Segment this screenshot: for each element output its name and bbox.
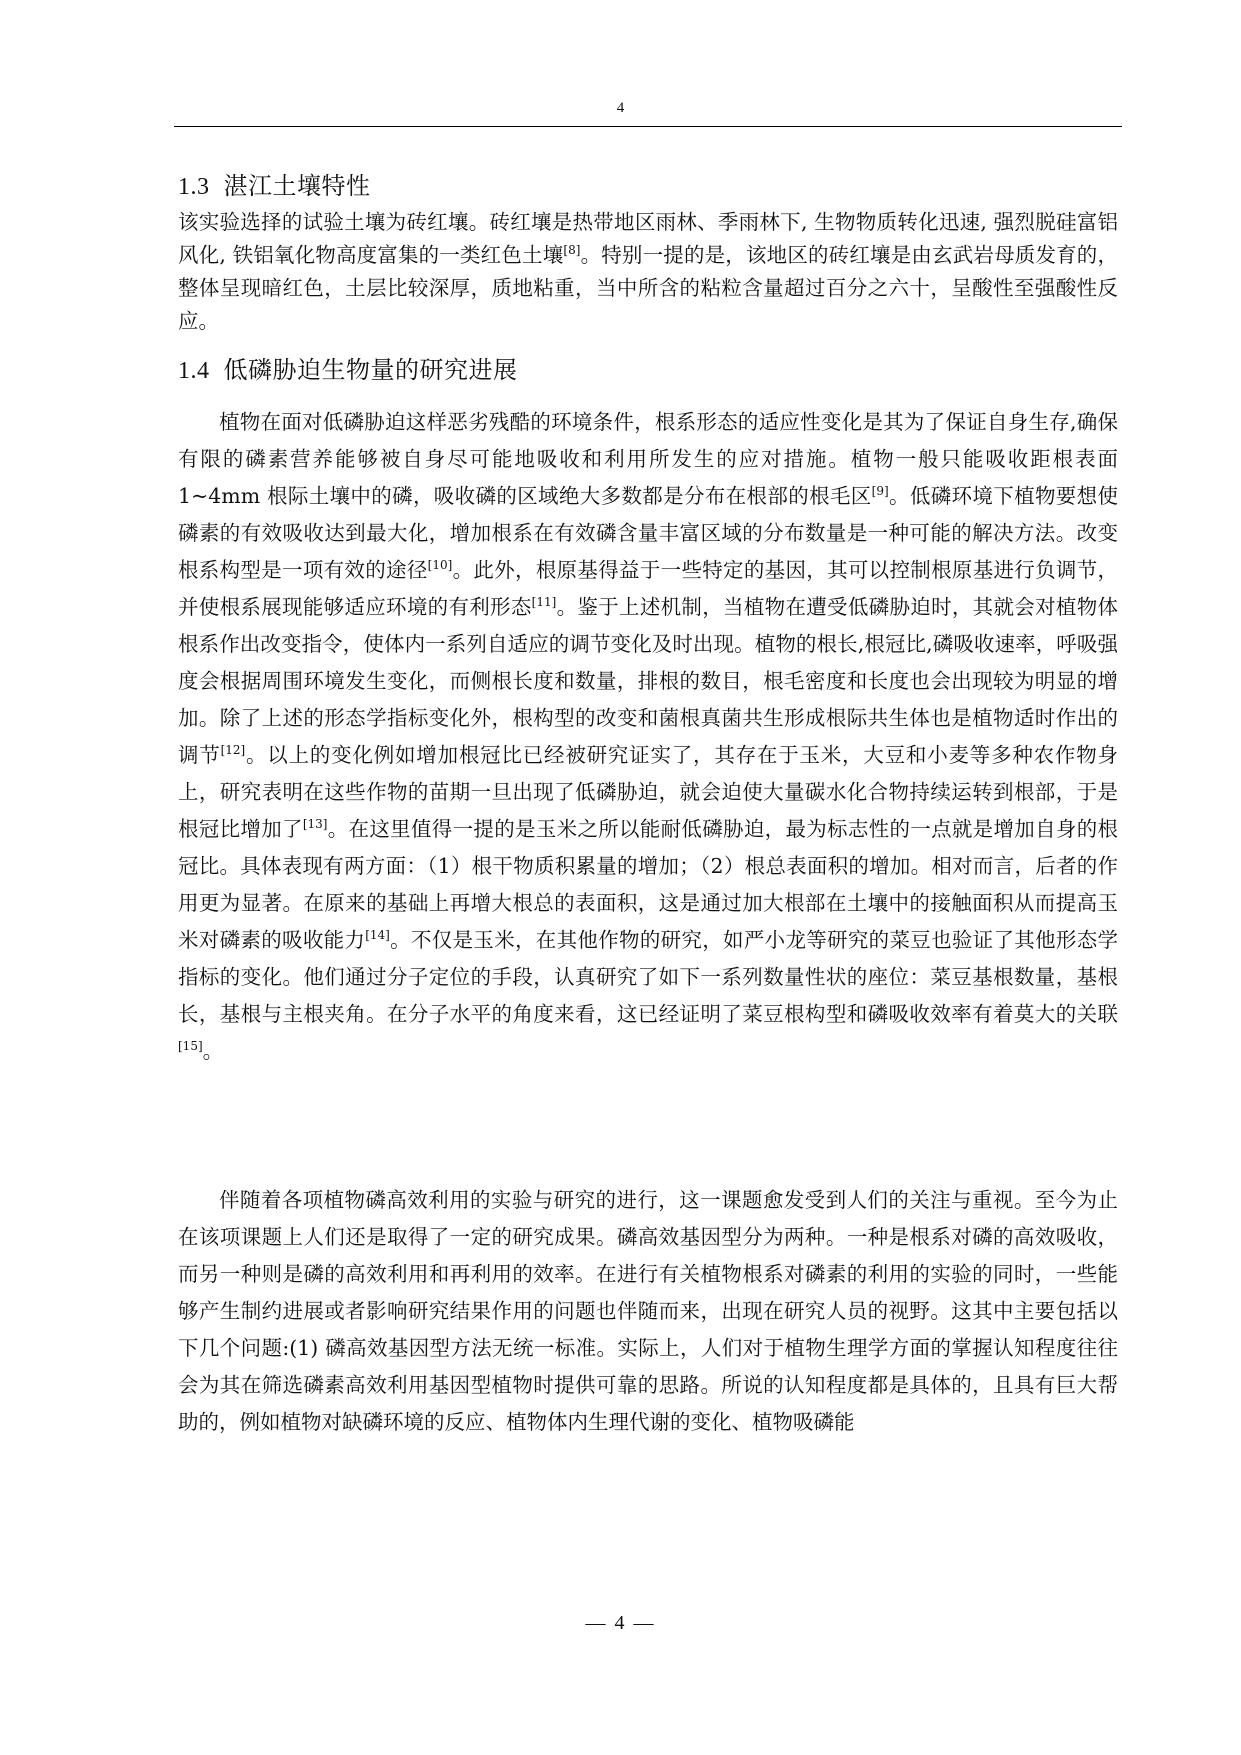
citation-ref: [10] [427, 558, 453, 573]
section-title-1-4 [178, 350, 518, 385]
paragraph-text: 植物在面对低磷胁迫这样恶劣残酷的环境条件，根系形态的适应性变化是其为了保证自身生存,确保有限的磷素营养能够被自身尽可能地吸收和利用所发生的应对措施。植物一般只能吸收距根表面 1~4mm 根际土壤中的磷，吸收磷的区域绝大多数都是分布在根部的根毛区 [178, 410, 1118, 508]
paragraph-root-morphology [178, 404, 1118, 1070]
section-heading: 低磷胁迫生物量的研究进展 [223, 356, 518, 384]
citation-ref: [8] [563, 243, 581, 258]
section-heading: 湛江土壤特性 [223, 172, 371, 200]
paragraph-text: 。特别一提的是，该地区的砖红壤是由玄武岩母质发育的，整体呈现暗红色，土层比较深厚，质地粘重，当中所含的粘粒含量超过百分之六十，呈酸性至强酸性反应。 [178, 243, 1118, 333]
paragraph-text: 。不仅是玉米，在其他作物的研究，如严小龙等研究的菜豆也验证了其他形态学指标的变化。他们通过分子定位的手段，认真研究了如下一系列数量性状的座位：菜豆基根数量，基根长，基根与主根夹角。在分子水平的角度来看，这已经证明了菜豆根构型和磷吸收效率有着莫大的关联 [178, 928, 1118, 1026]
header-page-number: 4 [616, 100, 625, 116]
paragraph-text: 。低磷环境下植物要想使磷素的有效吸收达到最大化，增加根系在有效磷含量丰富区域的分布数量是一种可能的解决方法。改变根系构型是一项有效的途径 [178, 484, 1119, 582]
section-title-1-3 [178, 166, 371, 201]
citation-ref: [15] [178, 1039, 203, 1054]
paragraph-text: 该实验选择的试验土壤为砖红壤。砖红壤是热带地区雨林、季雨林下, 生物物质转化迅速, 强烈脱硅富铝风化, 铁铝氧化物高度富集的一类红色土壤 [178, 210, 1118, 267]
paragraph-text: 。在这里值得一提的是玉米之所以能耐低磷胁迫，最为标志性的一点就是增加自身的根冠比。具体表现有两方面：（1）根干物质积累量的增加；（2）根总表面积的增加。相对而言，后者的作用更为显著。在原来的基础上再增大根总的表面积，这是通过加大根部在土壤中的接触面积从而提高玉米对磷素的吸收能力 [178, 817, 1119, 952]
paragraph-text: 。此外，根原基得益于一些特定的基因，其可以控制根原基进行负调节，并使根系展现能够适应环境的有利形态 [178, 558, 1119, 619]
citation-ref: [9] [871, 484, 889, 499]
footer-page-number: — 4 — [585, 1612, 656, 1634]
paragraph-text: 。 [202, 1039, 224, 1063]
citation-ref: [13] [302, 817, 328, 832]
paragraph-text: 。以上的变化例如增加根冠比已经被研究证实了，其存在于玉米，大豆和小麦等多种农作物身上，研究表明在这些作物的苗期一旦出现了低磷胁迫，就会迫使大量碳水化合物持续运转到根部，于是根冠比增加了 [178, 743, 1119, 841]
paragraph-high-efficiency-genotype [178, 1182, 1118, 1441]
citation-ref: [14] [365, 928, 390, 943]
paragraph-text: 伴随着各项植物磷高效利用的实验与研究的进行，这一课题愈发受到人们的关注与重视。至今为止在该项课题上人们还是取得了一定的研究成果。磷高效基因型分为两种。一种是根系对磷的高效吸收，而另一种则是磷的高效利用和再利用的效率。在进行有关植物根系对磷素的利用的实验的同时，一些能够产生制约进展或者影响研究结果作用的问题也伴随而来，出现在研究人员的视野。这其中主要包括以下几个问题:(1) 磷高效基因型方法无统一标准。实际上，人们对于植物生理学方面的掌握认知程度往往会为其在筛选磷素高效利用基因型植物时提供可靠的思路。所说的认知程度都是具体的，且具有巨大帮助的，例如植物对缺磷环境的反应、植物体内生理代谢的变化、植物吸磷能 [178, 1188, 1118, 1434]
section-number: 1.3 [178, 174, 210, 200]
paragraph-soil [178, 206, 1118, 338]
paragraph-text: 。鉴于上述机制，当植物在遭受低磷胁迫时，其就会对植物体根系作出改变指令，使体内一系列自适应的调节变化及时出现。植物的根长,根冠比,磷吸收速率，呼吸强度会根据周围环境发生变化，而侧根长度和数量，排根的数目，根毛密度和长度也会出现较为明显的增加。除了上述的形态学指标变化外，根构型的改变和菌根真菌共生形成根际共生体也是植物适时作出的调节 [178, 595, 1119, 767]
header-rule [174, 126, 1122, 127]
section-number: 1.4 [178, 358, 210, 384]
citation-ref: [12] [220, 743, 246, 758]
citation-ref: [11] [531, 595, 557, 610]
